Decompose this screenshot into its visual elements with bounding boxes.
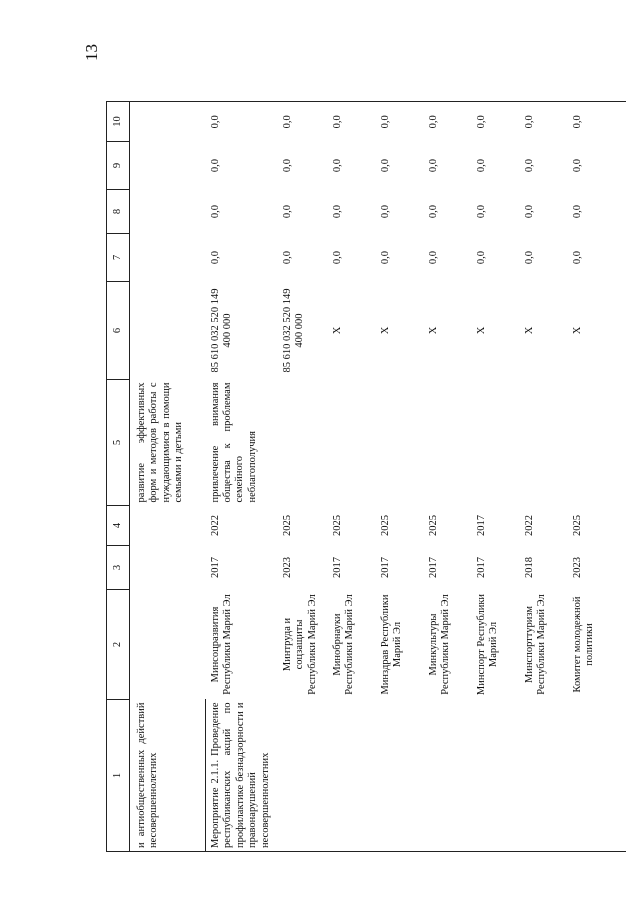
start-year-cell: 2017: [331, 557, 343, 578]
value-cell: 0,0: [571, 250, 583, 265]
measure-cell: [472, 700, 520, 852]
result-cell: [568, 380, 626, 506]
end-year-cell: 2022: [523, 515, 535, 536]
table-row: [328, 102, 376, 852]
result-cell: [520, 380, 568, 506]
end-year-cell: 2025: [281, 515, 293, 536]
end-year-cell: 2022: [209, 515, 221, 536]
result-cell: [278, 380, 328, 506]
start-year-cell: 2017: [427, 557, 439, 578]
value-cell: 0,0: [520, 102, 568, 142]
end-year-cell: 2017: [475, 515, 487, 536]
executor-cell: [130, 590, 206, 700]
value-cell: 0,0: [475, 158, 487, 173]
value-cell: [130, 142, 206, 190]
value-cell: 0,0: [427, 250, 439, 265]
column-header: 10: [107, 102, 130, 142]
executor-cell: Минобрнауки Республики Марий Эл: [331, 594, 356, 695]
table-row: [424, 102, 472, 852]
column-header: 9: [107, 142, 130, 190]
value-cell: 0,0: [281, 204, 293, 219]
column-header: 8: [107, 190, 130, 234]
value-cell: 0,0: [331, 250, 343, 265]
end-year-cell: 2025: [571, 515, 583, 536]
value-cell: 0,0: [472, 102, 520, 142]
budget-code-cell: Х: [475, 326, 487, 335]
executor-cell: Минсоцразвития Республики Марий Эл: [209, 594, 233, 695]
value-cell: 0,0: [379, 250, 391, 265]
end-year-cell: 2025: [379, 515, 391, 536]
value-cell: 0,0: [427, 158, 439, 173]
budget-code-cell: Х: [331, 326, 343, 335]
rotated-table-container: [106, 102, 639, 852]
start-year-cell: 2023: [281, 557, 293, 578]
start-year-cell: 2023: [571, 557, 583, 578]
budget-code-cell: [130, 282, 206, 380]
end-year-cell: 2025: [427, 515, 439, 536]
budget-code-cell: Х: [427, 326, 439, 335]
result-cell: [472, 380, 520, 506]
measure-cell: [278, 700, 328, 852]
value-cell: 0,0: [281, 250, 293, 265]
end-year-cell: 2025: [331, 515, 343, 536]
value-cell: 0,0: [376, 102, 424, 142]
executor-cell: Минтруда и соцзащиты Республики Марий Эл: [281, 594, 318, 695]
measure-cell: и антиобщественных действий несовершеннолетних: [130, 700, 206, 852]
start-year-cell: [130, 546, 206, 590]
value-cell: 0,0: [209, 204, 221, 219]
executor-cell: Комитет молодежной политики: [571, 596, 596, 693]
value-cell: 0,0: [571, 204, 583, 219]
measure-cell: [568, 700, 626, 852]
start-year-cell: 2018: [523, 557, 535, 578]
budget-code-cell: Х: [571, 326, 583, 335]
value-cell: [130, 234, 206, 282]
column-header: 5: [107, 380, 130, 506]
table-body: [130, 102, 626, 852]
value-cell: 0,0: [209, 158, 221, 173]
value-cell: 0,0: [523, 250, 535, 265]
result-cell: [376, 380, 424, 506]
start-year-cell: 2017: [475, 557, 487, 578]
value-cell: 0,0: [278, 102, 328, 142]
column-header: 3: [107, 546, 130, 590]
column-header: 1: [107, 700, 130, 852]
measure-cell: [376, 700, 424, 852]
budget-code-cell: 85 610 032 520 149 400 000: [281, 288, 306, 373]
executor-cell: Минспорт Республики Марий Эл: [475, 593, 500, 696]
value-cell: [130, 190, 206, 234]
value-cell: 0,0: [523, 204, 535, 219]
result-cell: привлечение внимания общества к проблемам семейного неблагополучия: [209, 382, 258, 503]
value-cell: 0,0: [209, 250, 221, 265]
value-cell: 0,0: [475, 250, 487, 265]
value-cell: 0,0: [568, 102, 626, 142]
result-cell: [424, 380, 472, 506]
header-row: [107, 102, 130, 852]
page-number: 13: [82, 44, 101, 61]
value-cell: 0,0: [379, 158, 391, 173]
table-row: [376, 102, 424, 852]
result-cell: развитие эффективных форм и методов работы с нуждающимися в помощи семьями и детьми: [136, 382, 185, 503]
column-header: 6: [107, 282, 130, 380]
value-cell: 0,0: [281, 158, 293, 173]
value-cell: 0,0: [427, 204, 439, 219]
value-cell: 0,0: [328, 102, 376, 142]
table-row: [130, 102, 206, 852]
end-year-cell: [130, 506, 206, 546]
value-cell: 0,0: [379, 204, 391, 219]
budget-code-cell: Х: [379, 326, 391, 335]
value-cell: [130, 102, 206, 142]
value-cell: 0,0: [206, 102, 278, 142]
measure-cell: [328, 700, 376, 852]
value-cell: 0,0: [571, 158, 583, 173]
value-cell: 0,0: [523, 158, 535, 173]
table-row: [568, 102, 626, 852]
measure-cell: Мероприятие 2.1.1. Проведение республиканских акций по профилактике безнадзорности и правонарушений несовершеннолетних: [206, 700, 278, 852]
executor-cell: Минспорттуризм Республики Марий Эл: [523, 594, 548, 695]
result-cell: [328, 380, 376, 506]
table-row: [278, 102, 328, 852]
executor-cell: Минздрав Республики Марий Эл: [379, 594, 404, 695]
program-table: [106, 101, 626, 852]
column-header: 2: [107, 590, 130, 700]
column-header: 4: [107, 506, 130, 546]
measure-cell: [520, 700, 568, 852]
executor-cell: Минкультуры Республики Марий Эл: [427, 594, 452, 695]
value-cell: 0,0: [475, 204, 487, 219]
budget-code-cell: 85 610 032 520 149 400 000: [209, 288, 233, 373]
start-year-cell: 2017: [379, 557, 391, 578]
value-cell: 0,0: [331, 158, 343, 173]
measure-cell: [424, 700, 472, 852]
value-cell: 0,0: [424, 102, 472, 142]
table-row: [520, 102, 568, 852]
budget-code-cell: Х: [523, 326, 535, 335]
table-row: [206, 102, 278, 852]
table-row: [472, 102, 520, 852]
column-header: 7: [107, 234, 130, 282]
value-cell: 0,0: [331, 204, 343, 219]
start-year-cell: 2017: [209, 557, 221, 578]
